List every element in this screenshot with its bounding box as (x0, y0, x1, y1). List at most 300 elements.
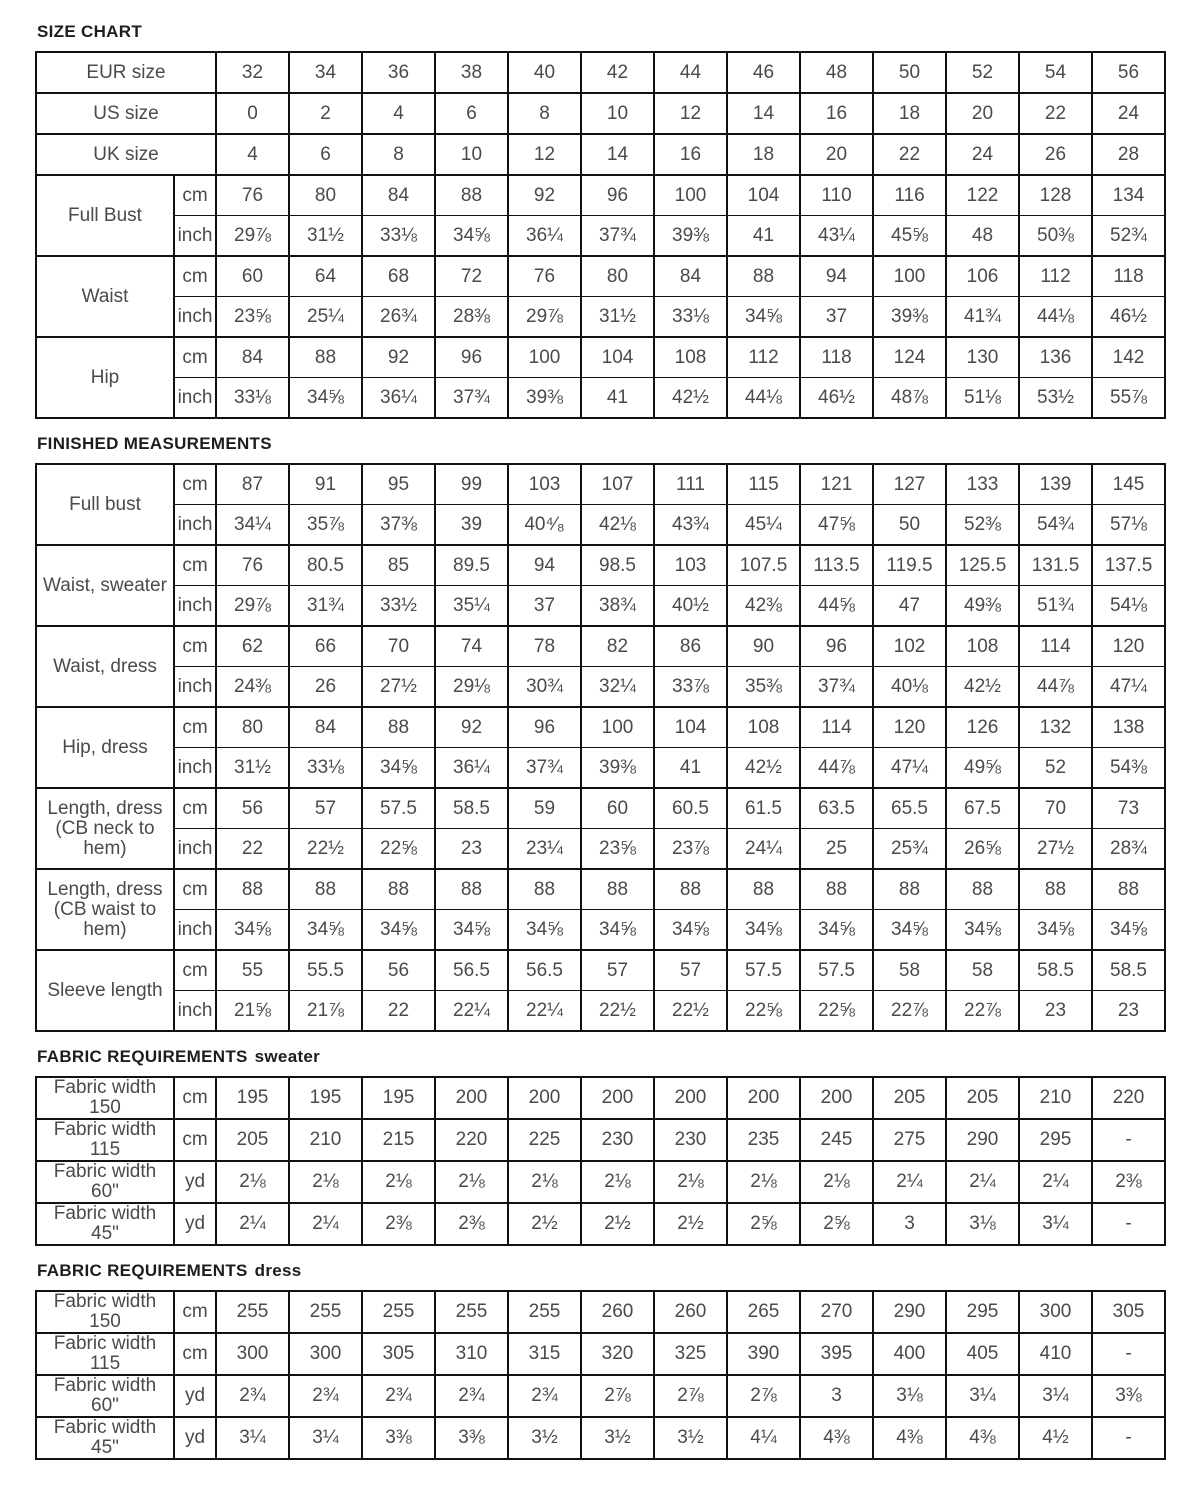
value-cell: 2⅜ (362, 1203, 435, 1245)
value-cell: 2⅞ (581, 1375, 654, 1417)
measurement-row (36, 626, 1165, 667)
value-cell: 16 (654, 134, 727, 175)
value-cell: 34⅝ (873, 910, 946, 951)
value-cell: 24 (946, 134, 1019, 175)
value-cell: 2⅛ (581, 1161, 654, 1203)
value-cell: 205 (946, 1077, 1019, 1119)
unit-cell: cm (174, 950, 216, 991)
value-cell: 3⅛ (873, 1375, 946, 1417)
value-cell: 56 (1092, 52, 1165, 93)
row-label: US size (36, 93, 216, 134)
value-cell: 98.5 (581, 545, 654, 586)
measurement-row (36, 991, 1165, 1032)
value-cell: 47⅝ (800, 505, 873, 546)
value-cell: 33⅞ (654, 667, 727, 708)
value-cell: 100 (508, 337, 581, 378)
value-cell: 195 (216, 1077, 289, 1119)
value-cell: 205 (216, 1119, 289, 1161)
value-cell: 45¼ (727, 505, 800, 546)
value-cell: 114 (800, 707, 873, 748)
value-cell: 42 (581, 52, 654, 93)
value-cell: 2⅞ (727, 1375, 800, 1417)
value-cell: 47¼ (873, 748, 946, 789)
value-cell: 70 (1019, 788, 1092, 829)
value-cell: 33⅛ (289, 748, 362, 789)
value-cell: 20 (800, 134, 873, 175)
value-cell: 29⅞ (216, 586, 289, 627)
value-cell: 290 (873, 1291, 946, 1333)
unit-cell: yd (174, 1375, 216, 1417)
value-cell: 84 (654, 256, 727, 297)
value-cell: 305 (1092, 1291, 1165, 1333)
value-cell: 2⅛ (216, 1161, 289, 1203)
value-cell: 18 (727, 134, 800, 175)
value-cell: 89.5 (435, 545, 508, 586)
value-cell: 235 (727, 1119, 800, 1161)
value-cell: 91 (289, 464, 362, 505)
value-cell: 33⅛ (362, 216, 435, 257)
value-cell: 2⅜ (1092, 1161, 1165, 1203)
unit-cell: inch (174, 586, 216, 627)
value-cell: 54 (1019, 52, 1092, 93)
value-cell: 33½ (362, 586, 435, 627)
value-cell: 40⁴⁄₈ (508, 505, 581, 546)
value-cell: 325 (654, 1333, 727, 1375)
value-cell: 37⅜ (362, 505, 435, 546)
row-label: Sleeve length (36, 950, 174, 1031)
value-cell: 49⅝ (946, 748, 1019, 789)
value-cell: 36¼ (508, 216, 581, 257)
value-cell: 52⅜ (946, 505, 1019, 546)
unit-cell: inch (174, 991, 216, 1032)
value-cell: 3⅜ (362, 1417, 435, 1459)
value-cell: 41 (654, 748, 727, 789)
value-cell: 22½ (581, 991, 654, 1032)
value-cell: 54¾ (1019, 505, 1092, 546)
value-cell: 2¼ (216, 1203, 289, 1245)
section-title (37, 1047, 1165, 1067)
value-cell: 48 (946, 216, 1019, 257)
value-cell: 260 (654, 1291, 727, 1333)
value-cell: 2¾ (435, 1375, 508, 1417)
value-cell: 39⅜ (508, 378, 581, 419)
value-cell: 3⅜ (1092, 1375, 1165, 1417)
measurement-row (36, 256, 1165, 297)
value-cell: 2⅜ (435, 1203, 508, 1245)
value-cell: 138 (1092, 707, 1165, 748)
unit-cell: inch (174, 297, 216, 338)
row-label: Full bust (36, 464, 174, 545)
value-cell: 25 (800, 829, 873, 870)
value-cell: 58 (873, 950, 946, 991)
value-cell: 34¼ (216, 505, 289, 546)
row-label: Fabric width 45" (36, 1417, 174, 1459)
value-cell: 23 (435, 829, 508, 870)
value-cell: 44⅛ (1019, 297, 1092, 338)
value-cell: 23⅝ (216, 297, 289, 338)
value-cell: 2⅛ (508, 1161, 581, 1203)
value-cell: - (1092, 1333, 1165, 1375)
value-cell: 275 (873, 1119, 946, 1161)
value-cell: 50 (873, 505, 946, 546)
unit-cell: cm (174, 1119, 216, 1161)
value-cell: 2⅛ (362, 1161, 435, 1203)
value-cell: 88 (508, 869, 581, 910)
value-cell: 33⅛ (216, 378, 289, 419)
value-cell: 96 (508, 707, 581, 748)
value-cell: 40⅛ (873, 667, 946, 708)
value-cell: 125.5 (946, 545, 1019, 586)
value-cell: 200 (435, 1077, 508, 1119)
value-cell: 3¼ (1019, 1375, 1092, 1417)
value-cell: 24 (1092, 93, 1165, 134)
section-finished-measurements (35, 434, 1165, 1032)
value-cell: 102 (873, 626, 946, 667)
value-cell: 23⅝ (581, 829, 654, 870)
unit-cell: cm (174, 869, 216, 910)
value-cell: 34⅝ (727, 297, 800, 338)
value-cell: 130 (946, 337, 1019, 378)
value-cell: 52¾ (1092, 216, 1165, 257)
value-cell: 2½ (508, 1203, 581, 1245)
value-cell: 114 (1019, 626, 1092, 667)
measurement-row (36, 175, 1165, 216)
unit-cell: cm (174, 175, 216, 216)
value-cell: 6 (289, 134, 362, 175)
value-cell: 57.5 (362, 788, 435, 829)
value-cell: 310 (435, 1333, 508, 1375)
value-cell: 37¾ (800, 667, 873, 708)
value-cell: 88 (362, 869, 435, 910)
value-cell: 39⅜ (581, 748, 654, 789)
value-cell: 39⅜ (873, 297, 946, 338)
value-cell: 43¾ (654, 505, 727, 546)
value-cell: 90 (727, 626, 800, 667)
value-cell: 2½ (581, 1203, 654, 1245)
value-cell: 73 (1092, 788, 1165, 829)
value-cell: 3¼ (216, 1417, 289, 1459)
value-cell: 88 (727, 869, 800, 910)
value-cell: 49⅜ (946, 586, 1019, 627)
unit-cell: inch (174, 748, 216, 789)
value-cell: 95 (362, 464, 435, 505)
value-cell: 44⅛ (727, 378, 800, 419)
value-cell: 121 (800, 464, 873, 505)
value-cell: 50⅜ (1019, 216, 1092, 257)
value-cell: 3 (873, 1203, 946, 1245)
measurement-row (36, 505, 1165, 546)
value-cell: 270 (800, 1291, 873, 1333)
value-cell: 210 (1019, 1077, 1092, 1119)
measurement-row (36, 216, 1165, 257)
value-cell: 47¼ (1092, 667, 1165, 708)
row-label: Waist, sweater (36, 545, 174, 626)
value-cell: 34⅝ (362, 910, 435, 951)
value-cell: 34⅝ (362, 748, 435, 789)
unit-cell: inch (174, 505, 216, 546)
value-cell: 3⅛ (946, 1203, 1019, 1245)
value-cell: 88 (289, 869, 362, 910)
size-header-row (36, 134, 1165, 175)
row-label: Full Bust (36, 175, 174, 256)
value-cell: 56 (216, 788, 289, 829)
measurement-row (36, 586, 1165, 627)
value-cell: 24¼ (727, 829, 800, 870)
value-cell: 87 (216, 464, 289, 505)
value-cell: 76 (508, 256, 581, 297)
value-cell: 3½ (654, 1417, 727, 1459)
value-cell: 2¾ (508, 1375, 581, 1417)
value-cell: 255 (289, 1291, 362, 1333)
value-cell: 110 (800, 175, 873, 216)
value-cell: 20 (946, 93, 1019, 134)
value-cell: 44⅝ (800, 586, 873, 627)
value-cell: 0 (216, 93, 289, 134)
unit-cell: inch (174, 378, 216, 419)
value-cell: 32¼ (581, 667, 654, 708)
value-cell: 22⅝ (800, 991, 873, 1032)
value-cell: 2⅞ (654, 1375, 727, 1417)
value-cell: 126 (946, 707, 1019, 748)
value-cell: 80 (216, 707, 289, 748)
row-label: Fabric width 150 (36, 1077, 174, 1119)
value-cell: 134 (1092, 175, 1165, 216)
value-cell: 27½ (362, 667, 435, 708)
value-cell: 68 (362, 256, 435, 297)
value-cell: 34⅝ (654, 910, 727, 951)
value-cell: 3½ (581, 1417, 654, 1459)
value-cell: 260 (581, 1291, 654, 1333)
value-cell: 34⅝ (435, 910, 508, 951)
value-cell: 58 (946, 950, 1019, 991)
value-cell: 108 (654, 337, 727, 378)
value-cell: 84 (289, 707, 362, 748)
value-cell: 22¼ (435, 991, 508, 1032)
value-cell: 4⅜ (800, 1417, 873, 1459)
value-cell: 88 (435, 175, 508, 216)
section-title (37, 1261, 1165, 1281)
value-cell: 200 (800, 1077, 873, 1119)
value-cell: 200 (581, 1077, 654, 1119)
value-cell: 23 (1019, 991, 1092, 1032)
value-cell: 8 (362, 134, 435, 175)
value-cell: 34⅝ (1019, 910, 1092, 951)
size-header-row (36, 93, 1165, 134)
value-cell: 4⅜ (946, 1417, 1019, 1459)
value-cell: 22⅝ (362, 829, 435, 870)
value-cell: 2¼ (1019, 1161, 1092, 1203)
fabric-requirements-dress-table (35, 1290, 1166, 1460)
value-cell: 14 (727, 93, 800, 134)
unit-cell: cm (174, 626, 216, 667)
value-cell: 305 (362, 1333, 435, 1375)
value-cell: 34⅝ (800, 910, 873, 951)
row-label: Length, dress (CB neck to hem) (36, 788, 174, 869)
value-cell: 37 (508, 586, 581, 627)
value-cell: 88 (946, 869, 1019, 910)
value-cell: 60.5 (654, 788, 727, 829)
value-cell: 44⅞ (1019, 667, 1092, 708)
value-cell: 34⅝ (727, 910, 800, 951)
value-cell: 42½ (946, 667, 1019, 708)
measurement-row (36, 788, 1165, 829)
value-cell: - (1092, 1417, 1165, 1459)
value-cell: 2 (289, 93, 362, 134)
value-cell: 36¼ (362, 378, 435, 419)
value-cell: 4¼ (727, 1417, 800, 1459)
value-cell: 56.5 (435, 950, 508, 991)
value-cell: 26⅝ (946, 829, 1019, 870)
value-cell: 26¾ (362, 297, 435, 338)
value-cell: 80 (581, 256, 654, 297)
unit-cell: inch (174, 216, 216, 257)
value-cell: 41 (581, 378, 654, 419)
measurement-row (36, 297, 1165, 338)
value-cell: 40½ (654, 586, 727, 627)
value-cell: 80.5 (289, 545, 362, 586)
value-cell: 124 (873, 337, 946, 378)
value-cell: 22½ (289, 829, 362, 870)
value-cell: 12 (654, 93, 727, 134)
value-cell: 88 (727, 256, 800, 297)
value-cell: 320 (581, 1333, 654, 1375)
value-cell: 84 (362, 175, 435, 216)
value-cell: 96 (435, 337, 508, 378)
value-cell: 34⅝ (435, 216, 508, 257)
value-cell: 21⅝ (216, 991, 289, 1032)
unit-cell: inch (174, 910, 216, 951)
value-cell: 22 (1019, 93, 1092, 134)
value-cell: 3¼ (946, 1375, 1019, 1417)
value-cell: 120 (1092, 626, 1165, 667)
value-cell: 82 (581, 626, 654, 667)
value-cell: 2¼ (946, 1161, 1019, 1203)
value-cell: 67.5 (946, 788, 1019, 829)
measurement-row (36, 829, 1165, 870)
value-cell: 113.5 (800, 545, 873, 586)
value-cell: 53½ (1019, 378, 1092, 419)
value-cell: 42½ (654, 378, 727, 419)
value-cell: 37¾ (508, 748, 581, 789)
value-cell: 25¾ (873, 829, 946, 870)
value-cell: 220 (435, 1119, 508, 1161)
value-cell: 30¾ (508, 667, 581, 708)
value-cell: 80 (289, 175, 362, 216)
value-cell: 34⅝ (946, 910, 1019, 951)
value-cell: 74 (435, 626, 508, 667)
value-cell: 215 (362, 1119, 435, 1161)
value-cell: 88 (873, 869, 946, 910)
value-cell: 40 (508, 52, 581, 93)
unit-cell: inch (174, 829, 216, 870)
value-cell: 4⅜ (873, 1417, 946, 1459)
value-cell: 300 (216, 1333, 289, 1375)
value-cell: 66 (289, 626, 362, 667)
value-cell: 25¼ (289, 297, 362, 338)
unit-cell: cm (174, 545, 216, 586)
value-cell: 57 (581, 950, 654, 991)
value-cell: 96 (800, 626, 873, 667)
unit-cell: cm (174, 1333, 216, 1375)
value-cell: 76 (216, 545, 289, 586)
row-label: Fabric width 60" (36, 1161, 174, 1203)
value-cell: 3½ (508, 1417, 581, 1459)
measurement-row (36, 337, 1165, 378)
section-title-text: SIZE CHART (37, 22, 142, 41)
value-cell: 58.5 (1092, 950, 1165, 991)
value-cell: 405 (946, 1333, 1019, 1375)
measurement-row (36, 1077, 1165, 1119)
value-cell: 195 (289, 1077, 362, 1119)
row-label: Hip, dress (36, 707, 174, 788)
measurement-row (36, 707, 1165, 748)
value-cell: 61.5 (727, 788, 800, 829)
value-cell: 76 (216, 175, 289, 216)
value-cell: 51¾ (1019, 586, 1092, 627)
value-cell: 34⅝ (508, 910, 581, 951)
value-cell: 60 (581, 788, 654, 829)
value-cell: 54⅜ (1092, 748, 1165, 789)
value-cell: 34⅝ (216, 910, 289, 951)
value-cell: 14 (581, 134, 654, 175)
value-cell: 2¾ (362, 1375, 435, 1417)
value-cell: 21⅞ (289, 991, 362, 1032)
value-cell: 94 (508, 545, 581, 586)
value-cell: 70 (362, 626, 435, 667)
value-cell: 255 (508, 1291, 581, 1333)
value-cell: 107 (581, 464, 654, 505)
value-cell: 34⅝ (581, 910, 654, 951)
value-cell: 48 (800, 52, 873, 93)
value-cell: 108 (946, 626, 1019, 667)
measurement-row (36, 545, 1165, 586)
value-cell: 4½ (1019, 1417, 1092, 1459)
value-cell: 55 (216, 950, 289, 991)
value-cell: 2⅝ (800, 1203, 873, 1245)
value-cell: 62 (216, 626, 289, 667)
value-cell: 245 (800, 1119, 873, 1161)
value-cell: 12 (508, 134, 581, 175)
value-cell: 96 (581, 175, 654, 216)
value-cell: 88 (362, 707, 435, 748)
measurement-row (36, 1375, 1165, 1417)
value-cell: 16 (800, 93, 873, 134)
value-cell: - (1092, 1119, 1165, 1161)
value-cell: 132 (1019, 707, 1092, 748)
value-cell: 100 (873, 256, 946, 297)
row-label: Fabric width 115 (36, 1333, 174, 1375)
measurement-row (36, 910, 1165, 951)
value-cell: 116 (873, 175, 946, 216)
value-cell: 220 (1092, 1077, 1165, 1119)
value-cell: 88 (1092, 869, 1165, 910)
value-cell: 127 (873, 464, 946, 505)
row-label: Fabric width 60" (36, 1375, 174, 1417)
value-cell: 88 (216, 869, 289, 910)
value-cell: 2¼ (873, 1161, 946, 1203)
value-cell: 35¼ (435, 586, 508, 627)
value-cell: 103 (508, 464, 581, 505)
value-cell: 36¼ (435, 748, 508, 789)
value-cell: 3¼ (1019, 1203, 1092, 1245)
value-cell: 88 (435, 869, 508, 910)
value-cell: 42⅛ (581, 505, 654, 546)
value-cell: 111 (654, 464, 727, 505)
value-cell: 118 (800, 337, 873, 378)
section-title (37, 434, 1165, 454)
value-cell: 26 (289, 667, 362, 708)
value-cell: 57⅛ (1092, 505, 1165, 546)
